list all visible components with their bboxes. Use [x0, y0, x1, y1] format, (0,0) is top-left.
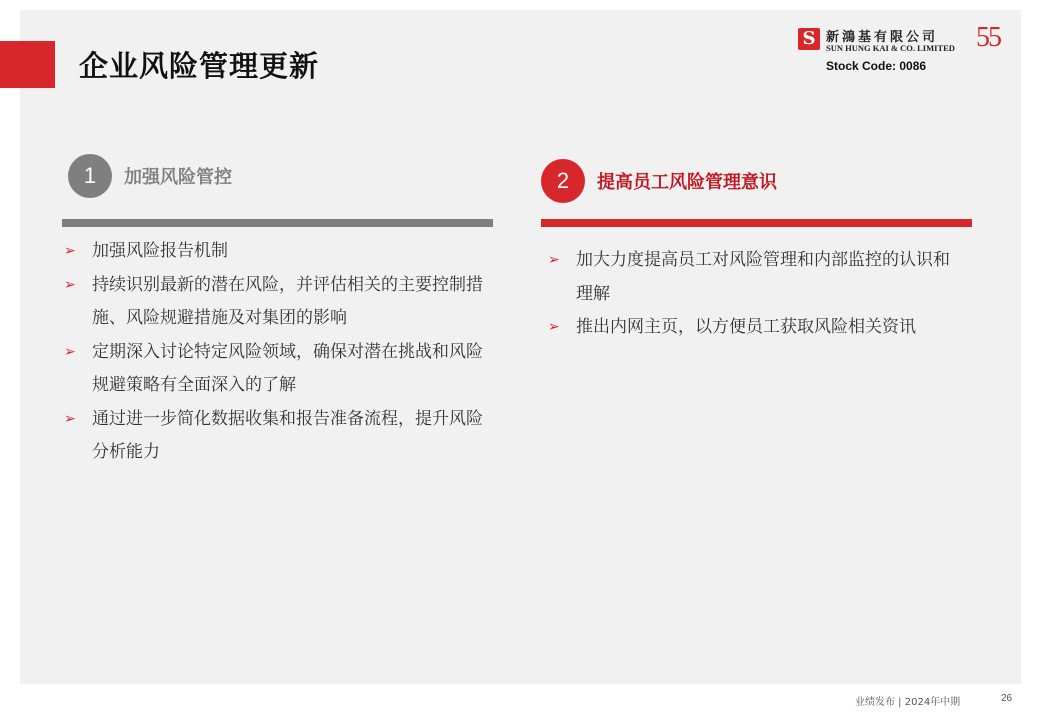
section-2-header: [541, 159, 777, 203]
section-2-number: 2: [541, 159, 585, 203]
anniversary-mark: 55: [976, 22, 1000, 53]
section-2-divider: [541, 219, 972, 227]
section-1-header: [68, 154, 232, 198]
arrow-right-icon: ➢: [548, 252, 560, 268]
page-title: 企业风险管理更新: [79, 49, 320, 83]
logo-chinese-name: 新鴻基有限公司: [826, 30, 939, 45]
arrow-right-icon: ➢: [64, 243, 76, 259]
footer-label: 业绩发布 | 2024年中期: [855, 697, 961, 708]
section-1-bullets: [62, 235, 497, 470]
page-number: 26: [1001, 693, 1013, 704]
arrow-right-icon: ➢: [64, 276, 76, 293]
section-1-divider: [62, 219, 493, 227]
section-1-title: 加强风险管控: [124, 167, 232, 188]
list-item: ➢ 通过进一步简化数据收集和报告准备流程，提升风险分析能力: [62, 403, 497, 470]
logo-english-name: SUN HUNG KAI & CO. LIMITED: [826, 43, 955, 53]
section-2-title: 提高员工风险管理意识: [597, 172, 777, 193]
section-1-number: 1: [68, 154, 112, 198]
title-accent-bar: [0, 41, 55, 88]
list-item: ➢ 定期深入讨论特定风险领域，确保对潜在挑战和风险规避策略有全面深入的了解: [62, 336, 497, 403]
list-item: ➢ 加强风险报告机制: [62, 235, 497, 269]
stock-code: Stock Code: 0086: [826, 59, 927, 73]
list-item: ➢ 加大力度提高员工对风险管理和内部监控的认识和理解: [546, 244, 966, 311]
list-item: ➢ 持续识别最新的潜在风险，并评估相关的主要控制措施、风险规避措施及对集团的影响: [62, 269, 497, 336]
arrow-right-icon: ➢: [64, 343, 76, 360]
company-logo-mark: S: [798, 28, 820, 50]
section-2-bullets: [546, 244, 966, 345]
list-item: ➢ 推出内网主页，以方便员工获取风险相关资讯: [546, 311, 966, 345]
arrow-right-icon: ➢: [64, 410, 76, 427]
arrow-right-icon: ➢: [548, 319, 560, 335]
